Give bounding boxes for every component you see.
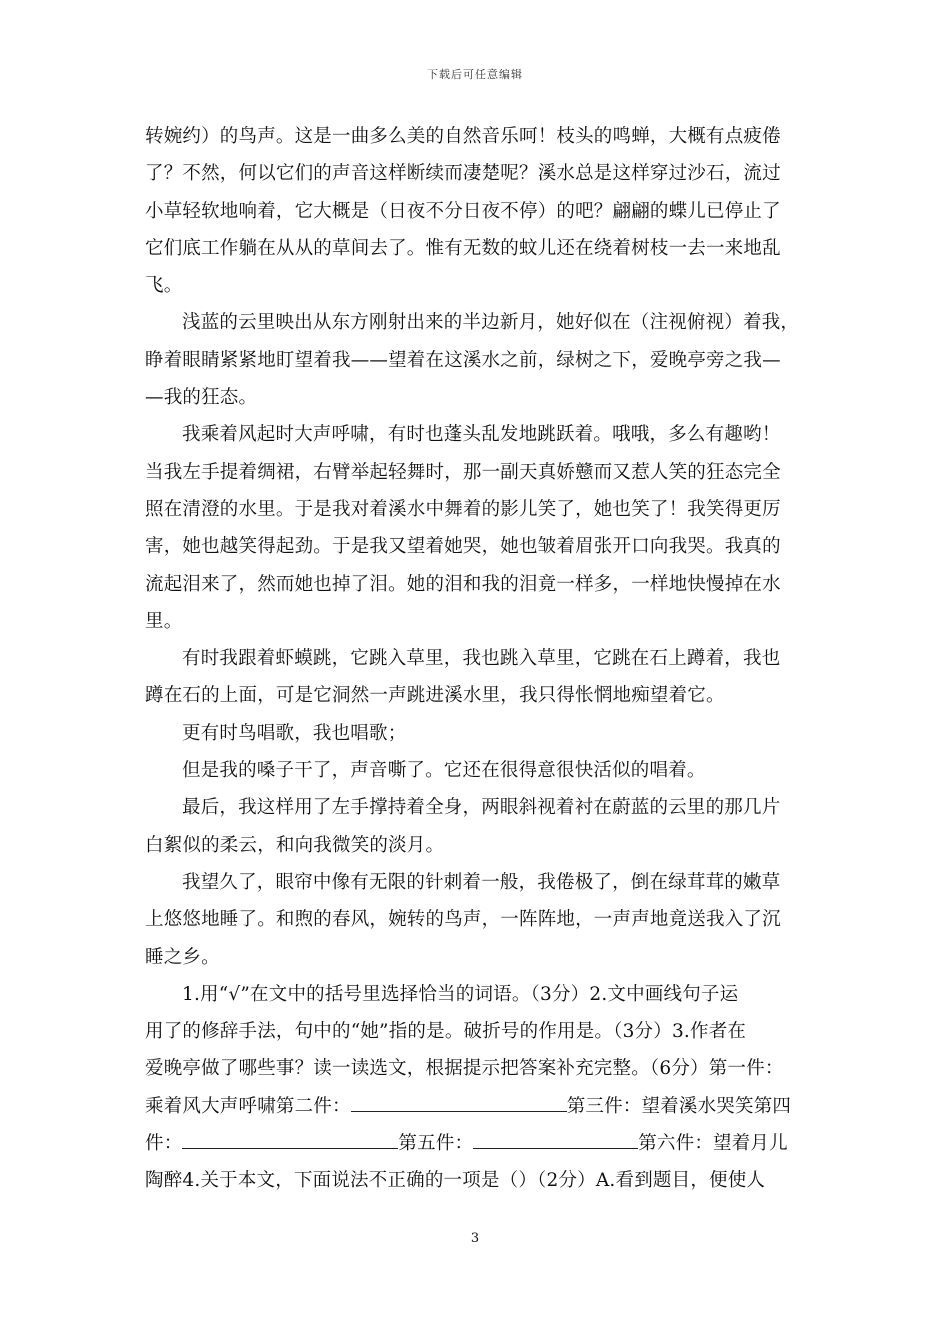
- text-line: 里。: [145, 610, 183, 632]
- text-line: 蹲在石的上面，可是它洞然一声跳进溪水里，我只得怅惘地痴望着它。: [145, 685, 725, 707]
- text-line: 我望久了，眼帘中像有无限的针刺着一般，我倦极了，倒在绿茸茸的嫩草: [182, 871, 781, 893]
- answer-line-1-part-b: 第三件：望着溪水哭笑第四: [566, 1095, 792, 1117]
- text-line: 更有时鸟唱歌，我也唱歌；: [182, 722, 407, 744]
- answer-line-2-part-c: 第六件：望着月儿: [638, 1133, 788, 1155]
- text-line: 照在清澄的水里。于是我对着溪水中舞着的影儿笑了，她也笑了！我笑得更厉: [145, 498, 781, 520]
- answer-blank-5[interactable]: [473, 1134, 638, 1149]
- answer-line-1-part-a: 乘着风大声呼啸第二件：: [145, 1095, 351, 1117]
- text-line: 上悠悠地睡了。和煦的春风，婉转的鸟声，一阵阵地，一声声地竟送我入了沉: [145, 909, 781, 931]
- text-line: 有时我跟着虾蟆跳，它跳入草里，我也跳入草里，它跳在石上蹲着，我也: [182, 648, 781, 670]
- text-line: 1.用“√”在文中的括号里选择恰当的词语。（3分）2.文中画线句子运: [182, 983, 739, 1005]
- text-line: 流起泪来了，然而她也掉了泪。她的泪和我的泪竟一样多，一样地快慢掉在水: [145, 573, 781, 595]
- answer-line-1: [145, 1088, 807, 1125]
- text-line: 睡之乡。: [145, 946, 220, 968]
- answer-blank-4[interactable]: [182, 1134, 398, 1149]
- text-line: 爱晚亭做了哪些事？读一读选文，根据提示把答案补充完整。（6分）第一件：: [145, 1058, 784, 1080]
- text-line: 害，她也越笑得起劲。于是我又望着她哭，她也皱着眉张开口向我哭。我真的: [145, 536, 781, 558]
- paragraph-lines: [145, 118, 807, 1088]
- text-line: 飞。: [145, 275, 183, 297]
- text-line: 浅蓝的云里映出从东方刚射出来的半边新月，她好似在（注视俯视）着我，: [182, 312, 800, 334]
- text-line: 睁着眼睛紧紧地盯望着我——望着在这溪水之前，绿树之下，爱晚亭旁之我—: [145, 349, 781, 371]
- page-header: 下载后可任意编辑: [427, 68, 523, 81]
- answer-blank-2[interactable]: [351, 1097, 567, 1112]
- document-body: [145, 118, 807, 1200]
- answer-line-2: [145, 1125, 807, 1162]
- question-line-last: 陶醉4.关于本文，下面说法不正确的一项是（）（2分）A.看到题目，便使人: [145, 1170, 766, 1192]
- page-number: 3: [470, 1231, 480, 1246]
- text-line: 当我左手提着绸裙，右臂举起轻舞时，那一副天真娇戆而又惹人笑的狂态完全: [145, 461, 781, 483]
- answer-line-2-part-a: 件：: [145, 1133, 183, 1155]
- text-line: 转婉约）的鸟声。这是一曲多么美的自然音乐呵！枝头的鸣蝉，大概有点疲倦: [145, 126, 781, 147]
- text-line: —我的狂态。: [145, 387, 258, 409]
- text-line: 小草轻软地响着，它大概是（日夜不分日夜不停）的吧？翩翩的蝶儿已停止了: [145, 200, 781, 222]
- text-line: 我乘着风起时大声呼啸，有时也蓬头乱发地跳跃着。哦哦，多么有趣哟！: [182, 424, 781, 446]
- text-line: 最后，我这样用了左手撑持着全身，两眼斜视着衬在蔚蓝的云里的那几片: [182, 797, 781, 819]
- text-line: 用了的修辞手法，句中的“她”指的是。破折号的作用是。（3分）3.作者在: [145, 1021, 747, 1043]
- text-line: 但是我的嗓子干了，声音嘶了。它还在很得意很快活似的唱着。: [182, 760, 706, 782]
- text-line: 了？不然，何以它们的声音这样断续而凄楚呢？溪水总是这样穿过沙石，流过: [145, 163, 781, 185]
- text-line: 白絮似的柔云，和向我微笑的淡月。: [145, 834, 445, 856]
- answer-line-2-part-b: 第五件：: [398, 1133, 474, 1155]
- text-line: 它们底工作躺在从从的草间去了。惟有无数的蚊儿还在绕着树枝一去一来地乱: [145, 237, 781, 259]
